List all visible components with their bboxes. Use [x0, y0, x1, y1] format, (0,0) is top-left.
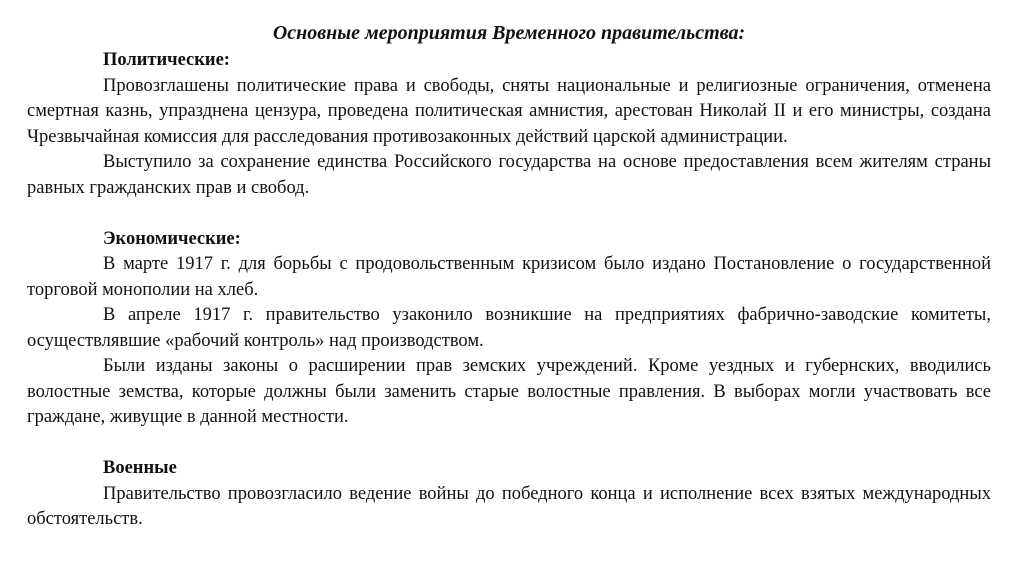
- paragraph: Провозглашены политические права и свободы, сняты национальные и религиозные ограничения, отменена смертная казнь, упразднена цензура, проведена политическая амнистия, арестован Николай II и его министры, создана Чрезвычайная комиссия для расследования противозаконных действий царской администрации.: [27, 75, 991, 147]
- section-heading-economic: Экономические:: [103, 228, 241, 249]
- section-spacer: [27, 431, 991, 457]
- document-page: [27, 18, 991, 533]
- paragraph: В апреле 1917 г. правительство узаконило возникшие на предприятиях фабрично-заводские комитеты, осуществлявшие «рабочий контроль» над производством.: [27, 305, 991, 351]
- section-economic: [27, 227, 991, 431]
- document-title: Основные мероприятия Временного правительства:: [272, 22, 746, 44]
- paragraph: Выступило за сохранение единства Российского государства на основе предоставления всем жителям страны равных гражданских прав и свобод.: [27, 152, 991, 198]
- paragraph: В марте 1917 г. для борьбы с продовольственным кризисом было издано Постановление о государственной торговой монополии на хлеб.: [27, 254, 991, 300]
- section-spacer: [27, 201, 991, 227]
- section-political: [27, 48, 991, 201]
- section-heading-military: Военные: [103, 458, 177, 478]
- paragraph: Правительство провозгласило ведение войны до победного конца и исполнение всех взятых международных обстоятельств.: [27, 483, 991, 529]
- section-heading-political: Политические:: [103, 50, 230, 70]
- paragraph: Были изданы законы о расширении прав земских учреждений. Кроме уездных и губернских, вводились волостные земства, которые должны были заменить старые волостные правления. В выборах могли участвовать все граждане, живущие в данной местности.: [27, 356, 991, 427]
- section-military: [27, 456, 991, 533]
